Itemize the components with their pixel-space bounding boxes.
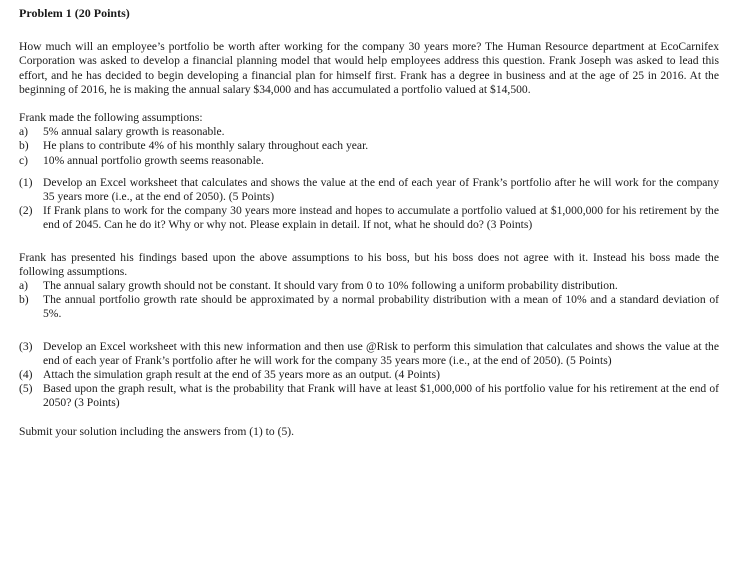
list-item-text: If Frank plans to work for the company 30 years more instead and hopes to accumulate a portfolio valued at $1,000,000 for his retirement by the end of 2045. Can he do it? Why or why not. Please explain in detail. If not, what he should do? (3 Points)	[43, 204, 719, 232]
boss-assumptions-list	[19, 279, 719, 322]
list-item	[19, 176, 719, 204]
list-item-text: Develop an Excel worksheet that calculates and shows the value at the end of each year of Frank’s portfolio after he will work for the company 35 years more (i.e., at the end of 2050). (5 Points)	[43, 175, 719, 204]
boss-paragraph: Frank has presented his findings based upon the above assumptions to his boss, but his boss does not agree with it. Instead his boss made the following assumptions.	[19, 250, 719, 278]
list-item	[19, 368, 719, 382]
list-item	[19, 293, 719, 321]
list-item-text: Develop an Excel worksheet with this new information and then use @Risk to perform this simulation that calculates and shows the value at the end of each year of Frank’s portfolio after he will work for the company 35 years more (i.e., at the end of 2050). (5 Points)	[43, 339, 719, 367]
list-marker: (1)	[19, 175, 33, 189]
questions-part1-list	[19, 176, 719, 233]
list-item	[19, 279, 719, 293]
assumptions-list	[19, 125, 719, 168]
list-item-text: Based upon the graph result, what is the probability that Frank will have at least $1,000,000 of his portfolio value for his retirement at the end of 2050? (3 Points)	[43, 382, 719, 410]
intro-paragraph: How much will an employee’s portfolio be worth after working for the company 30 years more? The Human Resource department at EcoCarnifex Corporation was asked to develop a financial planning model that would help employees address this question. Frank Joseph was asked to lead this effort, and he has decided to begin developing a financial plan for himself first. Frank has a degree in business and at the age of 25 in 2016. At the beginning of 2016, he is making the annual salary $34,000 and has accumulated a portfolio valued at $14,500.	[19, 40, 719, 96]
list-marker: b)	[19, 293, 29, 307]
problem-document	[19, 6, 719, 439]
list-item-text: 10% annual portfolio growth seems reasonable.	[43, 153, 264, 167]
questions-part2-list	[19, 340, 719, 411]
list-marker: a)	[19, 125, 29, 139]
list-marker: c)	[19, 153, 29, 167]
list-marker: (2)	[19, 204, 33, 218]
list-item-text: He plans to contribute 4% of his monthly salary throughout each year.	[43, 139, 369, 153]
list-item	[19, 204, 719, 232]
list-marker: b)	[19, 139, 29, 153]
spacer	[19, 168, 719, 176]
list-item	[19, 125, 719, 139]
spacer	[19, 233, 719, 251]
spacer	[19, 411, 719, 425]
list-marker: a)	[19, 279, 29, 293]
list-marker: (5)	[19, 382, 33, 396]
list-item-text: Attach the simulation graph result at the end of 35 years more as an output. (4 Points)	[43, 368, 440, 382]
list-item	[19, 382, 719, 410]
list-item-text: The annual salary growth should not be constant. It should vary from 0 to 10% following a uniform probability distribution.	[43, 279, 618, 293]
spacer	[19, 322, 719, 340]
assumptions-heading: Frank made the following assumptions:	[19, 111, 203, 125]
list-marker: (3)	[19, 339, 33, 353]
list-marker: (4)	[19, 368, 33, 382]
list-item-text: 5% annual salary growth is reasonable.	[43, 125, 225, 139]
submit-instruction: Submit your solution including the answers from (1) to (5).	[19, 424, 294, 438]
problem-title: Problem 1 (20 Points)	[19, 6, 130, 20]
list-item	[19, 340, 719, 368]
list-item-text: The annual portfolio growth rate should be approximated by a normal probability distribution with a mean of 10% and a standard deviation of 5%.	[43, 293, 719, 321]
list-item	[19, 154, 719, 168]
list-item	[19, 139, 719, 153]
